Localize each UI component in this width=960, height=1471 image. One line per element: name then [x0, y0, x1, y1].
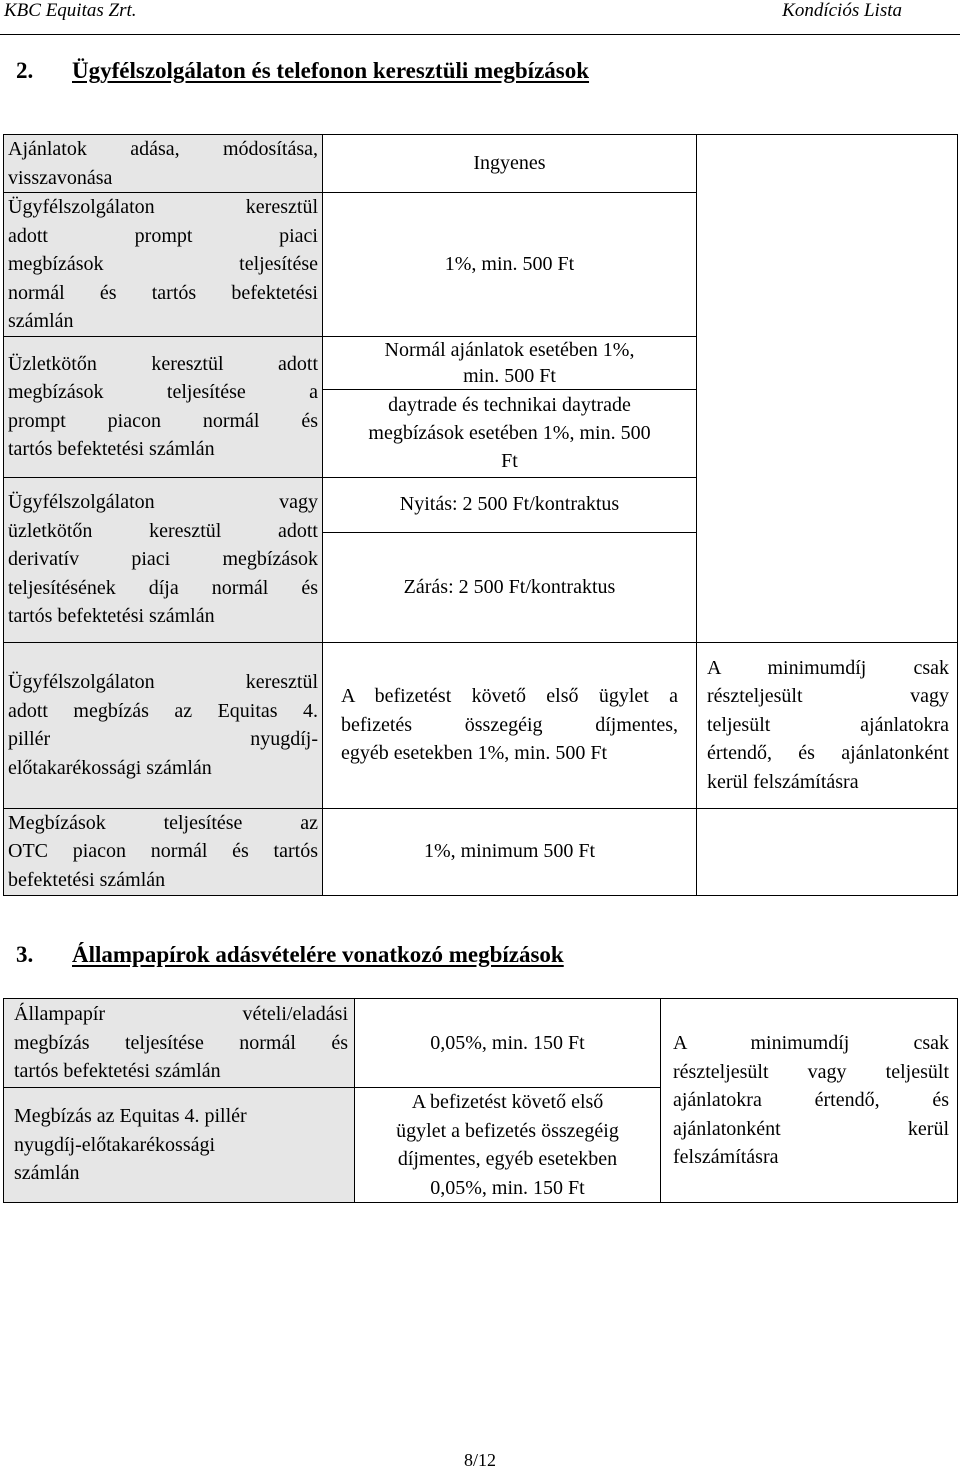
label-line: pillér nyugdíj-	[8, 728, 318, 750]
label-line: Ügyfélszolgálaton keresztül	[8, 671, 318, 693]
label-line: Ajánlatok adása, módosítása,	[8, 138, 318, 160]
fee-text: Normál ajánlatok esetében 1%,	[384, 338, 635, 361]
row-label	[4, 642, 323, 808]
fee-cell	[355, 999, 661, 1088]
fee-text: Ft	[501, 450, 518, 472]
fee-text: 1%, min. 500 Ft	[444, 253, 575, 275]
company-name: KBC Equitas Zrt.	[4, 0, 137, 21]
label-line: visszavonása	[8, 166, 113, 189]
note-text: részteljesült vagy	[707, 685, 949, 708]
label-line: megbízás teljesítése normál és	[14, 1031, 348, 1054]
note-cell	[697, 135, 958, 643]
fee-cell	[323, 477, 697, 532]
note-text: teljesült ajánlatokra	[707, 713, 949, 736]
label-line: tartós befektetési számlán	[8, 605, 215, 628]
section-3-title: Állampapírok adásvételére vonatkozó megbízások	[72, 942, 564, 967]
label-line: Ügyfélszolgálaton vagy	[8, 491, 318, 514]
fee-text: megbízások esetében 1%, min. 500	[368, 422, 651, 444]
note-text: ajánlatonként kerül	[673, 1117, 949, 1140]
section-3-heading	[16, 942, 564, 968]
fee-cell	[355, 1088, 661, 1203]
table-row	[4, 642, 958, 808]
label-line: tartós befektetési számlán	[8, 438, 215, 460]
label-line: üzletkötőn keresztül adott	[8, 519, 318, 542]
fee-cell	[323, 135, 697, 193]
section-2-number: 2.	[16, 58, 34, 83]
fee-cell	[323, 642, 697, 808]
fee-text: Ingyenes	[473, 152, 546, 175]
note-text: értendő, és ajánlatonként	[707, 742, 949, 765]
label-line: teljesítésének díja normál és	[8, 576, 318, 599]
row-label	[4, 336, 323, 477]
fee-text: 0,05%, min. 150 Ft	[430, 1031, 585, 1054]
section-2-heading	[16, 58, 589, 84]
section-3-table	[3, 998, 958, 1203]
table-row	[4, 999, 958, 1088]
row-label	[4, 808, 323, 895]
label-line: adott prompt piaci	[8, 224, 318, 247]
label-line: számlán	[14, 1162, 80, 1185]
label-line: Megbízások teljesítése az	[8, 811, 318, 834]
fee-cell	[323, 808, 697, 895]
label-line: nyugdíj-előtakarékossági	[14, 1133, 216, 1156]
row-label	[4, 1088, 355, 1203]
label-line: derivatív piaci megbízások	[8, 548, 318, 571]
label-line: prompt piacon normál és	[8, 409, 318, 432]
label-line: befektetési számlán	[8, 868, 166, 891]
fee-text: egyéb esetekben 1%, min. 500 Ft	[341, 742, 608, 765]
fee-text: díjmentes, egyéb esetekben	[397, 1148, 618, 1170]
label-line: normál és tartós befektetési	[8, 281, 318, 304]
row-label	[4, 477, 323, 642]
note-text: felszámításra	[673, 1146, 779, 1169]
note-text: ajánlatokra értendő, és	[673, 1089, 949, 1112]
note-text: kerül felszámításra	[707, 770, 859, 793]
fee-cell	[323, 389, 697, 477]
note-cell	[697, 642, 958, 808]
fee-text: min. 500 Ft	[463, 364, 556, 387]
note-text: A minimumdíj csak	[707, 656, 949, 679]
fee-text: Nyitás: 2 500 Ft/kontraktus	[399, 493, 620, 516]
note-text: részteljesült vagy teljesült	[673, 1060, 949, 1083]
fee-text: befizetés összegéig díjmentes,	[341, 713, 678, 736]
label-line: adott megbízás az Equitas 4.	[8, 699, 318, 722]
row-label	[4, 135, 323, 193]
label-line: Megbízás az Equitas 4. pillér	[14, 1105, 247, 1128]
label-line: Ügyfélszolgálaton keresztül	[8, 196, 318, 218]
table-row	[4, 135, 958, 193]
fee-cell	[323, 336, 697, 389]
label-line: Állampapír vételi/eladási	[14, 1003, 348, 1026]
section-2-table	[3, 134, 958, 896]
header-rule	[0, 34, 960, 35]
row-label	[4, 999, 355, 1088]
fee-text: daytrade és technikai daytrade	[388, 394, 631, 416]
fee-text: 1%, minimum 500 Ft	[423, 840, 596, 863]
fee-cell	[323, 532, 697, 642]
section-3-number: 3.	[16, 942, 34, 967]
row-label	[4, 193, 323, 337]
label-line: megbízások teljesítése a	[8, 381, 318, 403]
label-line: OTC piacon normál és tartós	[8, 840, 318, 863]
page-number: 8/12	[463, 1450, 496, 1470]
fee-text: A befizetést követő első ügylet a	[341, 685, 678, 708]
label-line: számlán	[8, 310, 74, 332]
fee-cell	[323, 193, 697, 337]
section-2-title: Ügyfélszolgálaton és telefonon keresztüli megbízások	[72, 58, 590, 83]
note-text: A minimumdíj csak	[673, 1032, 949, 1055]
table-row	[4, 808, 958, 895]
note-cell	[697, 808, 958, 895]
label-line: Üzletkötőn keresztül adott	[8, 352, 318, 375]
fee-text: ügylet a befizetés összegéig	[396, 1119, 619, 1142]
document-title: Kondíciós Lista	[782, 0, 902, 21]
note-cell	[661, 999, 958, 1203]
label-line: előtakarékossági számlán	[8, 756, 212, 779]
fee-text: Zárás: 2 500 Ft/kontraktus	[403, 575, 616, 598]
label-line: megbízások teljesítése	[8, 253, 318, 275]
fee-text: A befizetést követő első	[411, 1091, 604, 1113]
fee-text: 0,05%, min. 150 Ft	[430, 1176, 585, 1199]
label-line: tartós befektetési számlán	[14, 1060, 221, 1083]
